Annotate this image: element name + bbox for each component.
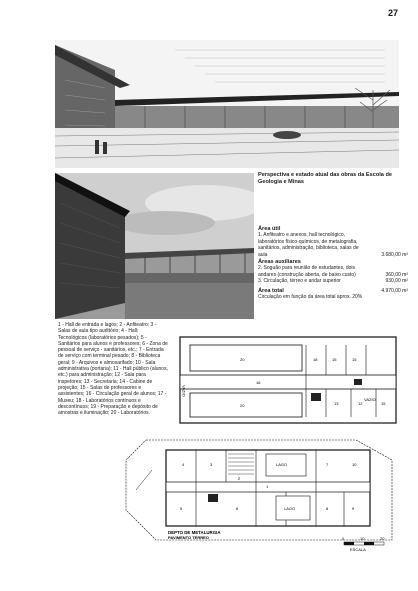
scale-label: ESCALA — [350, 547, 366, 552]
upper-label-15c: 15 — [381, 401, 386, 406]
scale-bar — [344, 542, 384, 545]
lower-label-3: 3 — [210, 462, 213, 467]
room-legend: 1 - Hall de entrada e lagos; 2 - Anfiteatro; 3 - Salas de aula tipo auditório; 4 - Hall; Tecnológicos (laboratórios pesados); 5 - Sanitários para alunos e professores; 6 - Zona de pessoal de serviço - sanitários, etc.; 7 - Entrada de serviço com terminal pesado; 8 - Biblioteca geral; 9 - Arquivos e almoxarifado; 10 - Sala administrativa (portaria); 11 - Hall público (alunos, etc.) para administração; 12 - Sala para inspetores; 13 - Secretaria; 14 - Cabine de projeção; 15 - Salas de professores e assistentes; 16 - Circulação geral de alunos; 17 - Museu; 18 - Laboratórios contínuos e descontínuos; 19 - Preparação e depósito de amostras e iluminação; 20 - Laboratórios. — [58, 322, 168, 417]
total-value: 4.970,00 m² — [381, 287, 408, 294]
aux-heading: Áreas auxiliares — [258, 259, 301, 266]
areas-table — [258, 226, 408, 300]
construction-photo — [55, 173, 254, 319]
upper-label-15b: 15 — [352, 357, 357, 362]
aux-item-2-value: 360,00 m² — [385, 271, 408, 278]
lower-label-9: 9 — [352, 506, 355, 511]
util-text: 1. Anfiteatro e anexos, hall tecnológico, laboratórios físico-químicos, de metalografia, sanitários, administração, biblioteca, salas de aula — [258, 232, 359, 258]
aux-item-3: 3. Circulação, térreo e andar superior — [258, 278, 341, 285]
upper-label-13: 13 — [334, 401, 339, 406]
aux-item-2: 2. Soguão para reunião de estudantes, dois andares (construção aberta, de baixo custo) — [258, 265, 356, 278]
upper-label-16: 16 — [256, 380, 261, 385]
lower-label-1: 1 — [266, 484, 269, 489]
lower-label-6: 6 — [236, 506, 239, 511]
total-heading: Área total — [258, 287, 284, 294]
plan-title: DEPTO DE METALURGIA — [168, 530, 221, 535]
upper-label-20a: 20 — [240, 357, 245, 362]
lower-label-4: 4 — [182, 462, 185, 467]
scale-tick-10: 10 — [360, 536, 365, 541]
aux-item-3-value: 930,00 m² — [385, 278, 408, 285]
upper-label-12: 12 — [358, 401, 363, 406]
upper-label-vazio-left: VAZIO — [181, 385, 187, 397]
upper-label-18: 18 — [313, 357, 318, 362]
upper-floor-plan — [176, 331, 400, 431]
lower-label-lago-b: LAGO — [284, 506, 296, 511]
util-value: 3.680,00 m² — [381, 251, 408, 258]
scale-tick-20: 20 — [380, 536, 385, 541]
lower-label-8: 8 — [326, 506, 329, 511]
lower-label-lago-a: LAGO — [276, 462, 288, 467]
plan-subtitle: PAVIMENTO TÉRREO — [168, 535, 209, 540]
upper-label-15a: 15 — [332, 357, 337, 362]
perspective-drawing — [55, 40, 399, 168]
upper-label-20b: 20 — [240, 403, 245, 408]
circulation-note: Circulação em função da área total aprox. 20% — [258, 294, 363, 301]
upper-label-vazio-right: VAZIO — [364, 397, 376, 402]
util-heading: Área útil — [258, 226, 281, 232]
lower-label-5: 5 — [180, 506, 183, 511]
lower-label-7: 7 — [326, 462, 329, 467]
lower-label-10: 10 — [352, 462, 357, 467]
page-number: 27 — [388, 8, 399, 18]
figure-caption: Perspectiva e estado atual das obras da Escola de Geologia e Minas — [258, 172, 392, 185]
scale-tick-0: 0 — [342, 536, 345, 541]
lower-label-2: 2 — [238, 476, 241, 481]
ground-floor-plan — [116, 430, 400, 555]
